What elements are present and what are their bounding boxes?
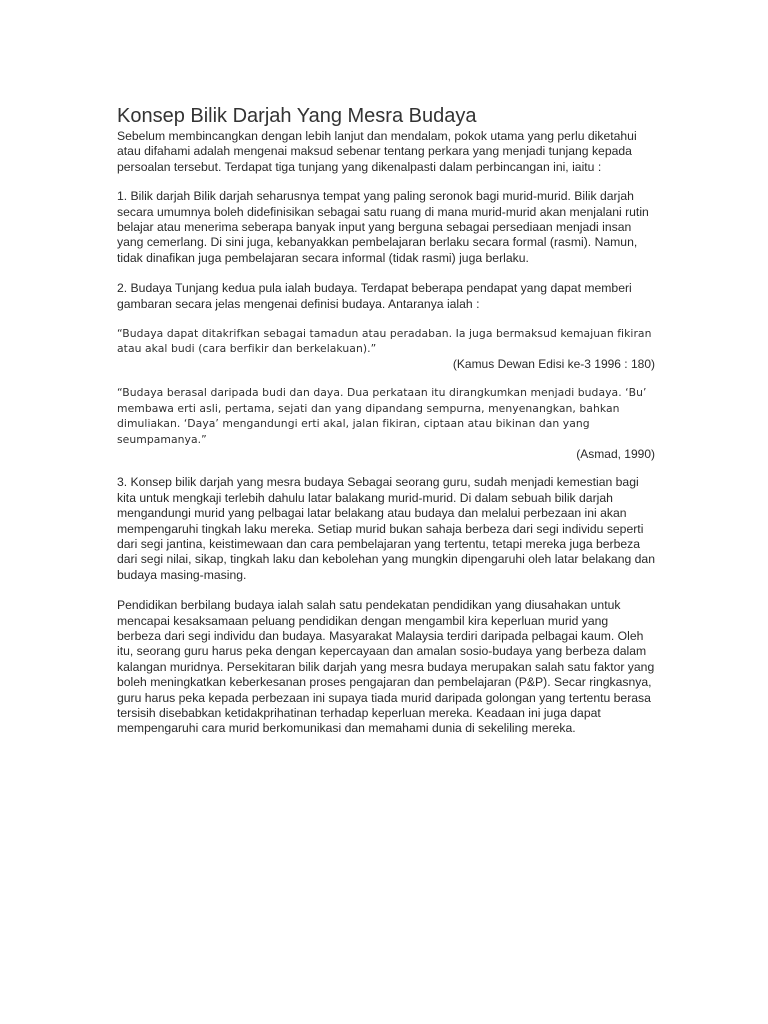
point-3-paragraph: 3. Konsep bilik darjah yang mesra budaya Sebagai seorang guru, sudah menjadi kemestian bagi kita untuk mengkaji terlebih dahulu latar balakang murid-murid. Di dalam sebuah bilik darjah mengandungi murid yang pelbagai latar belakang atau budaya dan melalui perbezaan ini akan mempengaruhi tingkah laku mereka. Setiap murid bukan sahaja berbeza dari segi individu seperti dari segi jantina, keistimewaan dan cara pembelajaran yang tertentu, tetapi mereka juga berbeza dari segi nilai, sikap, tingkah laku dan kebolehan yang mungkin dipengaruhi oleh latar belakang dan budaya masing-masing. bbox=[117, 475, 655, 582]
citation-2: (Asmad, 1990) bbox=[576, 446, 655, 461]
point-1-paragraph: 1. Bilik darjah Bilik darjah seharusnya tempat yang paling seronok bagi murid-murid. Bilik darjah secara umumnya boleh didefinisikan sebagai satu ruang di mana murid-murid akan menjalani rutin belajar atau menerima seberapa banyak input yang berguna sebagai persediaan menjadi insan yang cemerlang. Di sini juga, kebanyakkan pembelajaran berlaku secara formal (rasmi). Namun, tidak dinafikan juga pembelajaran secara informal (tidak rasmi) juga berlaku. bbox=[117, 189, 649, 265]
document-page bbox=[117, 104, 655, 752]
document-title: Konsep Bilik Darjah Yang Mesra Budaya bbox=[117, 105, 477, 127]
citation-1: (Kamus Dewan Edisi ke-3 1996 : 180) bbox=[452, 356, 655, 371]
point-2-paragraph: 2. Budaya Tunjang kedua pula ialah budaya. Terdapat beberapa pendapat yang dapat memberi gambaran secara jelas mengenai definisi budaya. Antaranya ialah : bbox=[117, 281, 632, 311]
quote-block-2 bbox=[117, 385, 655, 462]
intro-paragraph: Sebelum membincangkan dengan lebih lanjut dan mendalam, pokok utama yang perlu diketahui atau difahami adalah mengenai maksud sebenar tentang perkara yang menjadi tunjang kepada persoalan tersebut. Terdapat tiga tunjang yang dikenalpasti dalam perbincangan ini, iaitu : bbox=[117, 129, 637, 174]
quote-block-1 bbox=[117, 326, 655, 372]
quote-1: “Budaya dapat ditakrifkan sebagai tamadun atau peradaban. Ia juga bermaksud kemajuan fikiran atau akal budi (cara berfikir dan berkelakuan).” bbox=[117, 327, 652, 356]
quote-2: “Budaya berasal daripada budi dan daya. Dua perkataan itu dirangkumkan menjadi budaya. ‘Bu’ membawa erti asli, pertama, sejati dan yang dipandang sempurna, menyenangkan, bahkan dimuliakan. ‘Daya’ mengandungi erti akal, jalan fikiran, ciptaan atau bikinan dan yang seumpamanya.” bbox=[117, 386, 647, 446]
closing-paragraph: Pendidikan berbilang budaya ialah salah satu pendekatan pendidikan yang diusahakan untuk mencapai kesaksamaan peluang pendidikan dengan mengambil kira keperluan murid yang berbeza dari segi individu dan budaya. Masyarakat Malaysia terdiri daripada pelbagai kaum. Oleh itu, seorang guru harus peka dengan kepercayaan dan amalan sosio-budaya yang berbeza dalam kalangan muridnya. Persekitaran bilik darjah yang mesra budaya merupakan salah satu faktor yang boleh meningkatkan keberkesanan proses pengajaran dan pembelajaran (P&P). Secar ringkasnya, guru harus peka kepada perbezaan ini supaya tiada murid daripada golongan yang tertentu berasa tersisih disebabkan ketidakprihatinan terhadap keperluan mereka. Keadaan ini juga dapat mempengaruhi cara murid berkomunikasi dan memahami dunia di sekeliling mereka. bbox=[117, 598, 655, 736]
